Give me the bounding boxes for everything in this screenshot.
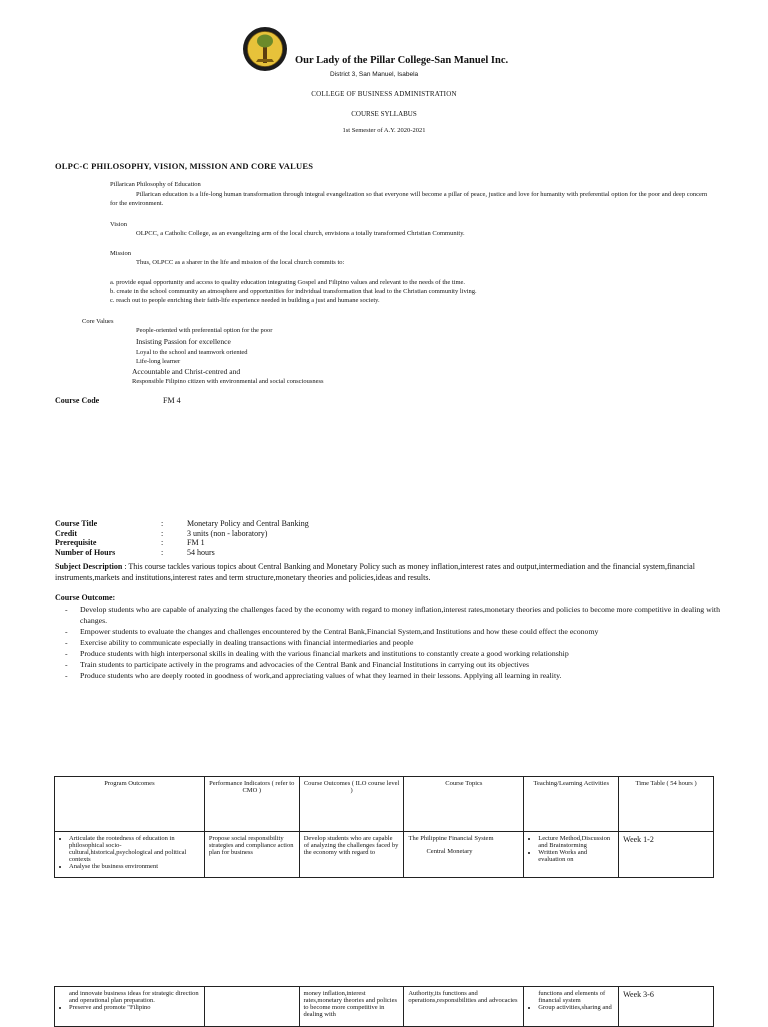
credit-value: 3 units (non - laboratory) [187,528,268,538]
core-values-label: Core Values [82,318,114,325]
list-item: - Exercise ability to communicate especially in dealing transactions with financial intermediaries and people [65,638,414,647]
document-type: COURSE SYLLABUS [351,110,417,118]
header-cell: Program Outcomes [55,777,205,832]
header-cell: Course Outcomes ( ILO course level ) [299,777,404,832]
subject-description-label: Subject Description [55,562,123,571]
table-cell: Propose social responsibility strategies and compliance action plan for business [204,832,299,878]
separator: : [161,538,164,547]
hours-label: Number of Hours [55,547,116,557]
course-info-row [55,548,309,558]
course-info-row [55,519,309,529]
semester-label: 1st Semester of A.Y. 2020-2021 [342,127,426,134]
course-outcome-label: Course Outcome: [55,593,116,602]
course-info-block [55,519,309,557]
table-cell [404,832,524,878]
separator: : [161,519,164,528]
topic-text: Central Monetary [426,848,473,855]
prerequisite-label: Prerequisite [55,538,97,547]
list-item: • Articulate the rootedness of education in philosophical socio-cultural,historical,psychological and political contexts [69,835,200,863]
separator: : [161,528,164,538]
mission-intro: Thus, OLPCC as a sharer in the life and mission of the local church commits to: [136,259,345,266]
header-cell: Teaching/Learning Activities [524,777,619,832]
course-title-label: Course Title [55,519,98,528]
list-item: • Lecture Method,Discussion and Brainstorming [538,835,614,849]
prerequisite-value: FM 1 [187,538,205,547]
core-value-item: Loyal to the school and teamwork oriented [136,349,248,356]
subject-description-text: : This course tackles various topics about Central Banking and Monetary Policy such as money inflation,interest rates and output,intermediation and the financial system,financial instruments,markets and institutions,interest rates and term structure,monetary theories and policies,ideas and results. [55,562,695,582]
table-header-row [55,777,714,832]
mission-item: b. create in the school community an atmosphere and opportunities for individual transformation that lead to the Christian community living. [110,288,477,295]
course-outcome-list [65,604,725,681]
course-title-value: Monetary Policy and Central Banking [187,519,309,528]
list-item: - Empower students to evaluate the changes and challenges encountered by the Central Bank,Financial System,and Institutions and how these could effect the economy [65,627,599,636]
syllabus-table-continued [54,986,714,1027]
topic-text: The Philippine Financial System [408,835,494,842]
core-value-item: People-oriented with preferential option for the poor [136,327,273,334]
outcome-text: Train students to participate actively in the programs and advocacies of the Central Bank and Financial Institutions in carrying out its objectives [80,660,530,669]
table-cell [204,987,299,1027]
table-cell: Develop students who are capable of analyzing the challenges faced by the economy with regard to [299,832,404,878]
mission-item: a. provide equal opportunity and access to quality education integrating Gospel and Filipino values and relevant to the needs of the time. [110,279,466,286]
college-name: COLLEGE OF BUSINESS ADMINISTRATION [311,90,457,98]
list-item: - Train students to participate actively in the programs and advocacies of the Central Bank and Financial Institutions in carrying out its objectives [65,660,530,669]
list-item: • Analyse the business environment [69,863,200,870]
pillarican-text: Pillarican education is a life-long human transformation through integral evangelization so that everyone will become a pillar of peace, justice and love for humanity with preferential option for the poor and deep concern for the environment. [110,191,708,207]
school-name: Our Lady of the Pillar College-San Manuel Inc. [295,55,509,66]
college-seal-logo [242,26,288,72]
hours-value: 54 hours [187,547,215,557]
course-outcome-label-text: Course Outcome [55,593,113,602]
outcome-text: Exercise ability to communicate especially in dealing transactions with financial intermediaries and people [80,638,414,647]
table-cell: Week 1-2 [619,832,714,878]
outcome-text: Develop students who are capable of analyzing the challenges faced by the economy with regard to money inflation,interest rates,monetary theories and policies to become more competitive in dealing with changes. [80,605,720,625]
course-code-value: FM 4 [163,396,181,405]
mission-item: c. reach out to people enriching their faith-life experience needed in building a just and humane society. [110,297,380,304]
list-item: • Written Works and evaluation on [538,849,614,863]
table-cell [55,987,205,1027]
table-cell [524,832,619,878]
course-info-row [55,538,309,548]
philosophy-heading: OLPC-C PHILOSOPHY, VISION, MISSION AND CORE VALUES [55,161,314,171]
table-cell: Authority,its functions and operations,responsibilities and advocacies [404,987,524,1027]
cell-text: functions and elements of financial system [538,990,606,1004]
list-item: - Develop students who are capable of analyzing the challenges faced by the economy with regard to money inflation,interest rates,monetary theories and policies to become more competitive in dealing with changes. [65,604,725,626]
cell-text: and innovate business ideas for strategic direction and operational plan preparation. [69,990,199,1004]
outcome-text: Produce students who are deeply rooted in goodness of work,and appreciating values of what they learned in their lessons. Applying all learning in reality. [80,671,562,680]
school-address: District 3, San Manuel, Isabela [330,71,419,78]
table-row [55,832,714,878]
list-item: • Group activities,sharing and [538,1004,614,1011]
table-cell: money inflation,interest rates,monetary theories and policies to become more competitive in dealing with [299,987,404,1027]
course-info-row [55,529,309,539]
pillarican-label: Pillarican Philosophy of Education [110,181,201,188]
vision-label: Vision [110,221,127,228]
syllabus-table [54,776,714,878]
list-item: - Produce students with high interpersonal skills in dealing with the various financial markets and institutions to constantly create a good working relationship [65,649,569,658]
table-cell [524,987,619,1027]
course-code-label: Course Code [55,396,100,405]
outcome-text: Produce students with high interpersonal skills in dealing with the various financial markets and institutions to constantly create a good working relationship [80,649,569,658]
list-item: • Preserve and promote "Filipino [69,1004,200,1011]
core-value-item: Life-long learner [136,358,181,365]
separator: : [161,547,164,557]
vision-text: OLPCC, a Catholic College, as an evangelizing arm of the local church, envisions a totally transformed Christian Community. [136,230,465,237]
header-cell: Performance Indicators ( refer to CMO ) [204,777,299,832]
core-value-item: Responsible Filipino citizen with environmental and social consciousness [132,378,324,385]
list-item: - Produce students who are deeply rooted in goodness of work,and appreciating values of what they learned in their lessons. Applying all learning in reality. [65,671,562,680]
credit-label: Credit [55,528,78,538]
header-cell: Time Table ( 54 hours ) [619,777,714,832]
table-row [55,987,714,1027]
table-cell: Week 3-6 [619,987,714,1027]
mission-label: Mission [110,250,131,257]
header-cell: Course Topics [404,777,524,832]
subject-description [55,562,725,583]
core-value-item: Accountable and Christ-centred and [132,367,241,376]
outcome-text: Empower students to evaluate the changes and challenges encountered by the Central Bank,Financial System,and Institutions and how these could effect the economy [80,627,599,636]
core-value-item: Insisting Passion for excellence [136,337,231,346]
table-cell [55,832,205,878]
